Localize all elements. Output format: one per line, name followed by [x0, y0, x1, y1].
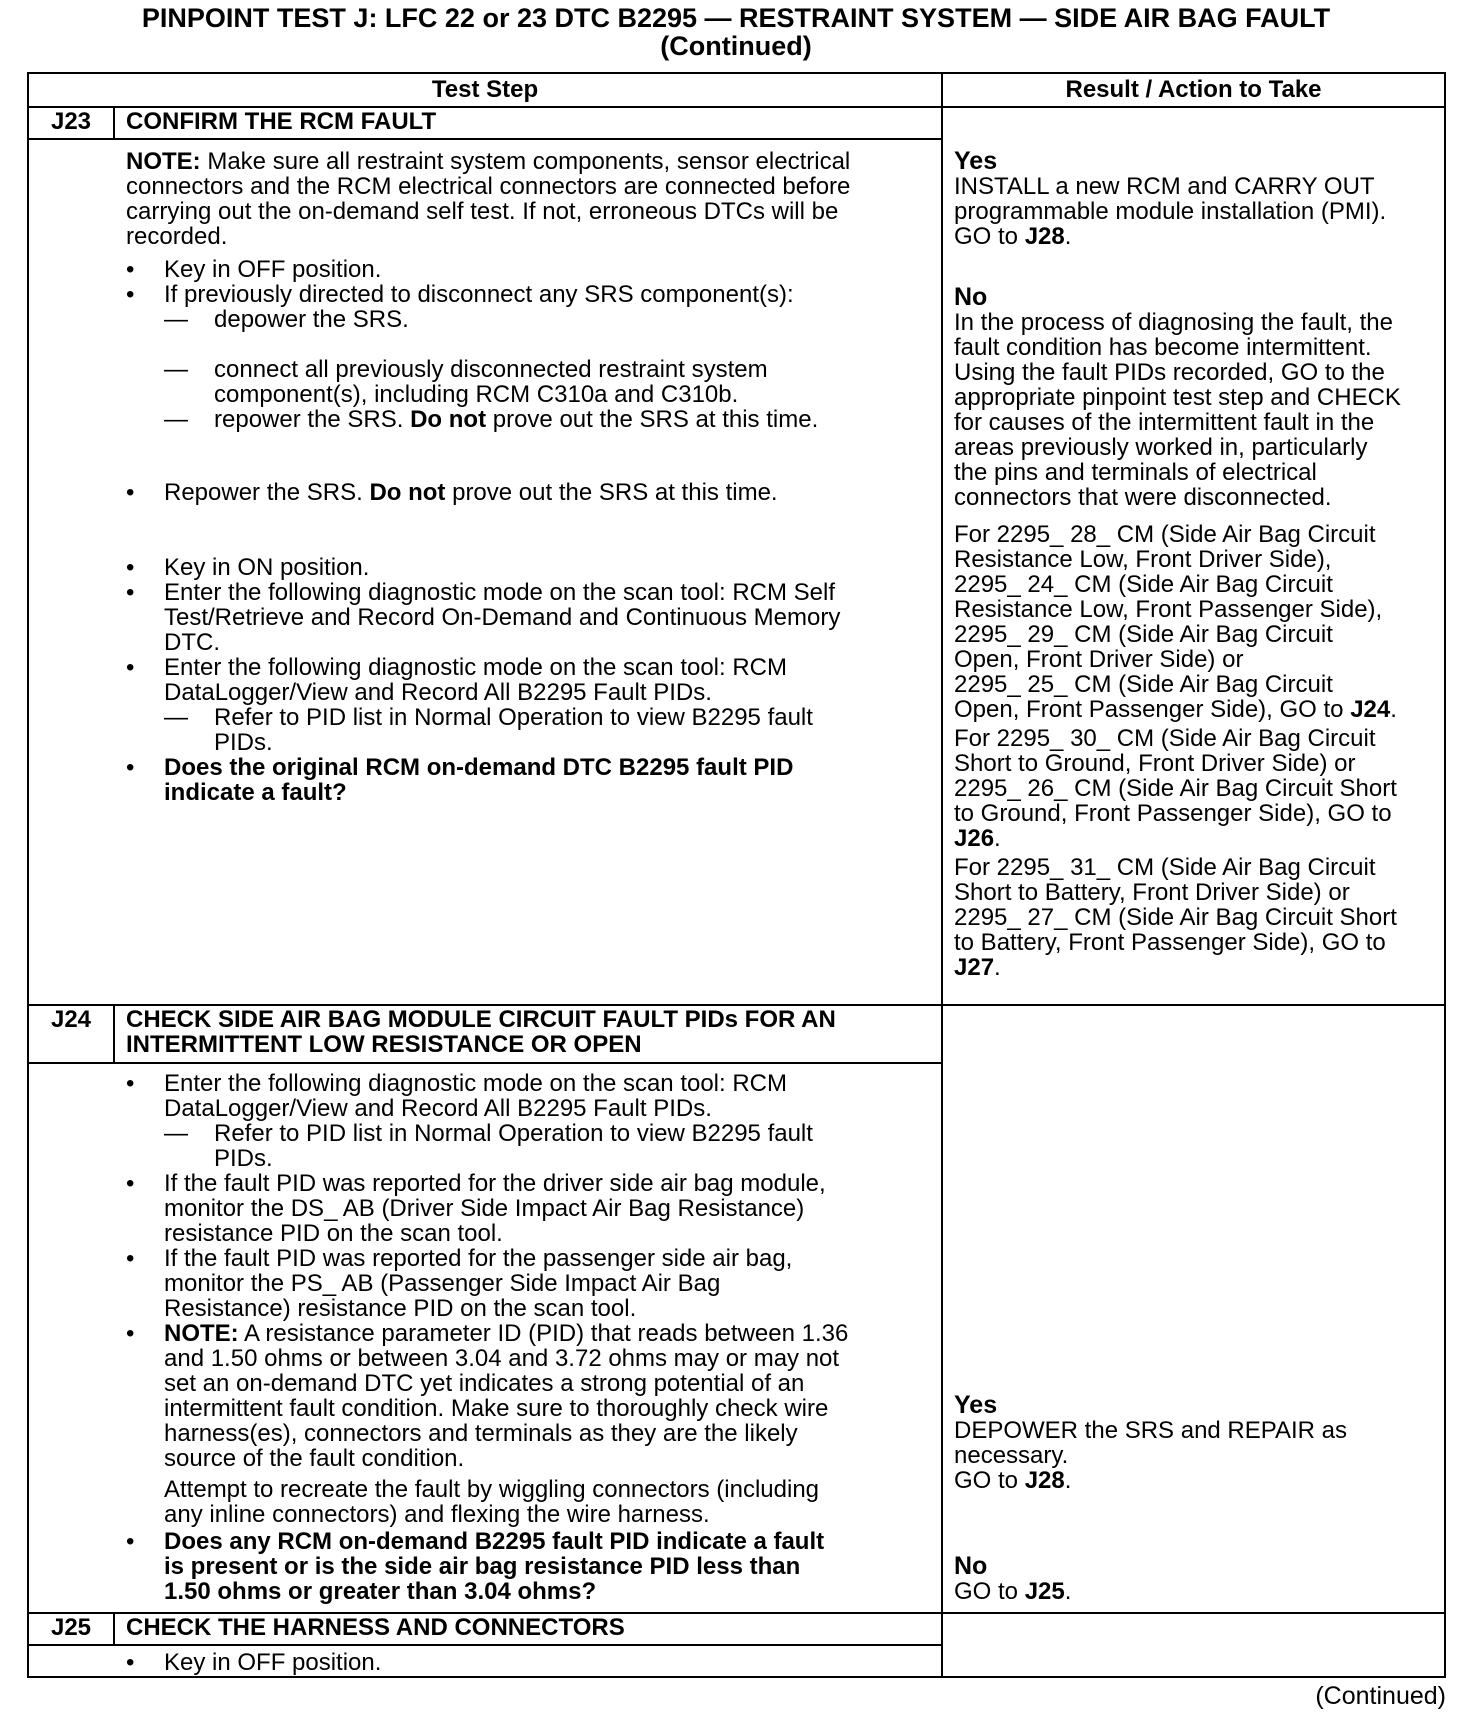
j24-attempt — [164, 1477, 819, 1527]
step-reference: J27 — [954, 954, 995, 981]
action-line: Resistance Low, Front Driver Side), — [954, 546, 1332, 573]
text: Repower the SRS. — [164, 479, 370, 506]
dash: — — [164, 1120, 188, 1147]
j23-yes-label: Yes — [954, 147, 998, 175]
step-line: DataLogger/View and Record All B2295 Fault PIDs. — [164, 679, 712, 706]
bullet: • — [126, 579, 135, 606]
action-line: Using the fault PIDs recorded, GO to the — [954, 359, 1385, 386]
action-line: the pins and terminals of electrical — [954, 459, 1317, 486]
step-id-j24: J24 — [50, 1006, 92, 1033]
question-line: Does the original RCM on-demand DTC B2295 fault PID — [164, 754, 794, 781]
step-line: Enter the following diagnostic mode on the scan tool: RCM — [164, 1070, 788, 1097]
note-text: and 1.50 ohms or between 3.04 and 3.72 ohms may or may not — [164, 1345, 840, 1372]
step-reference: J28 — [1024, 1467, 1065, 1494]
step-id-divider-j25 — [113, 1612, 115, 1644]
action-line: Open, Front Driver Side) or — [954, 646, 1244, 673]
j23-step-repower — [164, 480, 778, 505]
j25-title-rule — [29, 1644, 941, 1646]
text: GO to — [954, 1467, 1025, 1494]
goto-line: GO to J25. — [954, 1578, 1072, 1605]
note-text: recorded. — [126, 223, 228, 250]
j24-yes-label: Yes — [954, 1391, 998, 1419]
column-divider — [941, 74, 943, 1676]
j23-yes-action — [954, 174, 1439, 249]
step-line: Enter the following diagnostic mode on the scan tool: RCM Self — [164, 579, 836, 606]
action-line: DEPOWER the SRS and REPAIR as — [954, 1417, 1348, 1444]
j23-short-battery-paragraph — [954, 855, 1439, 980]
action-line: appropriate pinpoint test step and CHECK — [954, 384, 1401, 411]
goto-line: J27. — [954, 954, 1001, 981]
note-text: intermittent fault condition. Make sure to thoroughly check wire — [164, 1395, 829, 1422]
question-line: indicate a fault? — [164, 779, 347, 806]
action-line: For 2295_ 30_ CM (Side Air Bag Circuit — [954, 725, 1376, 752]
j23-step-self-test — [164, 580, 840, 655]
action-line: For 2295_ 28_ CM (Side Air Bag Circuit — [954, 521, 1376, 548]
step-reference: J26 — [954, 825, 995, 852]
substep-line: Refer to PID list in Normal Operation to view B2295 fault — [214, 1120, 813, 1147]
step-line: monitor the PS_ AB (Passenger Side Impact Air Bag — [164, 1270, 721, 1297]
j23-step-previously-directed: If previously directed to disconnect any SRS component(s): — [164, 281, 794, 308]
note-text: carrying out the on-demand self test. If not, erroneous DTCs will be — [126, 198, 839, 225]
j24-question — [164, 1529, 824, 1604]
step-line: any inline connectors) and flexing the wire harness. — [164, 1501, 710, 1528]
text: GO to — [954, 1578, 1025, 1605]
step-line: resistance PID on the scan tool. — [164, 1220, 503, 1247]
j23-resistance-open-paragraph — [954, 522, 1439, 722]
action-line: For 2295_ 31_ CM (Side Air Bag Circuit — [954, 854, 1376, 881]
title-line: INTERMITTENT LOW RESISTANCE OR OPEN — [126, 1031, 642, 1058]
j24-yes-action — [954, 1418, 1439, 1493]
j24-step-driver-side — [164, 1171, 826, 1246]
text: prove out the SRS at this time. — [486, 406, 819, 433]
j23-question — [164, 755, 793, 805]
header-result: Result / Action to Take — [1065, 76, 1322, 103]
action-line: areas previously worked in, particularly — [954, 434, 1368, 461]
step-line: DTC. — [164, 629, 220, 656]
bullet: • — [126, 654, 135, 681]
substep-line: component(s), including RCM C310a and C310b. — [214, 381, 739, 408]
bullet: • — [126, 479, 135, 506]
step-id-j23: J23 — [50, 108, 92, 135]
bullet: • — [126, 754, 135, 781]
j23-substep-refer — [214, 705, 813, 755]
action-line: Short to Ground, Front Driver Side) or — [954, 750, 1356, 777]
text: repower the SRS. — [214, 406, 411, 433]
question-line: is present or is the side air bag resistance PID less than — [164, 1553, 801, 1580]
emphasis: Do not — [410, 406, 487, 433]
action-line: connectors that were disconnected. — [954, 484, 1332, 511]
goto-line: Open, Front Passenger Side), GO to J24. — [954, 696, 1397, 723]
note-text: source of the fault condition. — [164, 1445, 465, 1472]
title-line-2: (Continued) — [660, 31, 812, 61]
j24-substep-refer — [214, 1121, 813, 1171]
bullet: • — [126, 554, 135, 581]
dash: — — [164, 704, 188, 731]
substep-line: PIDs. — [214, 1145, 273, 1172]
action-line: 2295_ 25_ CM (Side Air Bag Circuit — [954, 671, 1333, 698]
header-test-step: Test Step — [431, 76, 539, 103]
action-line: 2295_ 24_ CM (Side Air Bag Circuit — [954, 571, 1333, 598]
step-id-j25: J25 — [50, 1614, 92, 1641]
step-title-j24 — [126, 1007, 836, 1057]
continued-label: (Continued) — [1315, 1682, 1446, 1710]
j23-short-ground-paragraph — [954, 726, 1439, 851]
step-line: Enter the following diagnostic mode on the scan tool: RCM — [164, 654, 788, 681]
action-line: programmable module installation (PMI). — [954, 198, 1387, 225]
step-title-j23: CONFIRM THE RCM FAULT — [126, 108, 437, 135]
j24-no-action — [954, 1579, 1439, 1604]
action-line: to Ground, Front Passenger Side), GO to — [954, 800, 1392, 827]
step-line: monitor the DS_ AB (Driver Side Impact Air Bag Resistance) — [164, 1195, 805, 1222]
step-line: Test/Retrieve and Record On-Demand and Continuous Memory — [164, 604, 841, 631]
note-label: NOTE: — [126, 148, 201, 175]
dash: — — [164, 406, 188, 433]
action-line: for causes of the intermittent fault in the — [954, 409, 1375, 436]
dash: — — [164, 356, 188, 383]
action-line: 2295_ 26_ CM (Side Air Bag Circuit Short — [954, 775, 1397, 802]
j25-step-key-off: Key in OFF position. — [164, 1649, 382, 1676]
goto-line: GO to J28. — [954, 1467, 1072, 1494]
action-line: 2295_ 29_ CM (Side Air Bag Circuit — [954, 621, 1333, 648]
action-line: necessary. — [954, 1442, 1069, 1469]
j23-substep-depower: depower the SRS. — [214, 306, 409, 333]
dash: — — [164, 306, 188, 333]
step-line: Attempt to recreate the fault by wiggling connectors (including — [164, 1476, 820, 1503]
note-text: connectors and the RCM electrical connectors are connected before — [126, 173, 851, 200]
action-line: fault condition has become intermittent. — [954, 334, 1372, 361]
bullet: • — [126, 1245, 135, 1272]
action-line: to Battery, Front Passenger Side), GO to — [954, 929, 1386, 956]
j24-step-passenger-side — [164, 1246, 792, 1321]
bullet: • — [126, 1070, 135, 1097]
bullet: • — [126, 281, 135, 308]
step-id-divider-j23 — [113, 106, 115, 138]
question-line: Does any RCM on-demand B2295 fault PID indicate a fault — [164, 1528, 825, 1555]
step-line: If the fault PID was reported for the driver side air bag module, — [164, 1170, 826, 1197]
note-text: harness(es), connectors and terminals as they are the likely — [164, 1420, 798, 1447]
j23-no-label: No — [954, 283, 988, 311]
text: prove out the SRS at this time. — [445, 479, 778, 506]
j23-substep-repower — [214, 407, 818, 432]
j24-note — [164, 1321, 848, 1471]
j23-step-key-on: Key in ON position. — [164, 554, 370, 581]
note-text: Make sure all restraint system components, sensor electrical — [200, 148, 851, 175]
j24-step-datalogger — [164, 1071, 787, 1121]
j23-step-key-off: Key in OFF position. — [164, 256, 382, 283]
j24-no-label: No — [954, 1552, 988, 1580]
action-line: 2295_ 27_ CM (Side Air Bag Circuit Short — [954, 904, 1397, 931]
step-id-divider-j24 — [113, 1004, 115, 1062]
step-line: Resistance) resistance PID on the scan tool. — [164, 1295, 637, 1322]
bullet: • — [126, 1649, 135, 1676]
step-reference: J25 — [1024, 1578, 1065, 1605]
emphasis: Do not — [369, 479, 446, 506]
step-reference: J24 — [1350, 696, 1391, 723]
bullet: • — [126, 256, 135, 283]
bullet: • — [126, 1170, 135, 1197]
text: GO to — [954, 223, 1025, 250]
title-line-1: PINPOINT TEST J: LFC 22 or 23 DTC B2295 — RESTRAINT SYSTEM — SIDE AIR BAG FAULT — [141, 3, 1331, 33]
goto-line: J26. — [954, 825, 1001, 852]
action-line: In the process of diagnosing the fault, the — [954, 309, 1393, 336]
bullet: • — [126, 1528, 135, 1555]
j23-note — [126, 149, 926, 249]
step-title-j25: CHECK THE HARNESS AND CONNECTORS — [126, 1614, 625, 1641]
j23-substep-connect — [214, 357, 768, 407]
question-line: 1.50 ohms or greater than 3.04 ohms? — [164, 1578, 597, 1605]
substep-line: PIDs. — [214, 729, 273, 756]
bullet: • — [126, 1320, 135, 1347]
goto-line: GO to J28. — [954, 223, 1072, 250]
step-line: DataLogger/View and Record All B2295 Fault PIDs. — [164, 1095, 712, 1122]
step-reference: J28 — [1024, 223, 1065, 250]
j23-title-rule — [29, 138, 941, 140]
pinpoint-test-table — [27, 72, 1446, 1678]
substep-line: connect all previously disconnected restraint system — [214, 356, 768, 383]
substep-line: Refer to PID list in Normal Operation to view B2295 fault — [214, 704, 813, 731]
j24-title-rule — [29, 1062, 941, 1064]
j23-step-datalogger — [164, 655, 787, 705]
step-line: If the fault PID was reported for the passenger side air bag, — [164, 1245, 793, 1272]
action-line: INSTALL a new RCM and CARRY OUT — [954, 173, 1375, 200]
page-title — [0, 4, 1472, 60]
note-text: A resistance parameter ID (PID) that reads between 1.36 — [238, 1320, 849, 1347]
note-label: NOTE: — [164, 1320, 239, 1347]
note-text: set an on-demand DTC yet indicates a strong potential of an — [164, 1370, 805, 1397]
action-line: Short to Battery, Front Driver Side) or — [954, 879, 1350, 906]
action-line: Resistance Low, Front Passenger Side), — [954, 596, 1383, 623]
text: Open, Front Passenger Side), GO to — [954, 696, 1351, 723]
title-line: CHECK SIDE AIR BAG MODULE CIRCUIT FAULT PIDs FOR AN — [126, 1006, 836, 1033]
j23-no-action — [954, 310, 1439, 510]
